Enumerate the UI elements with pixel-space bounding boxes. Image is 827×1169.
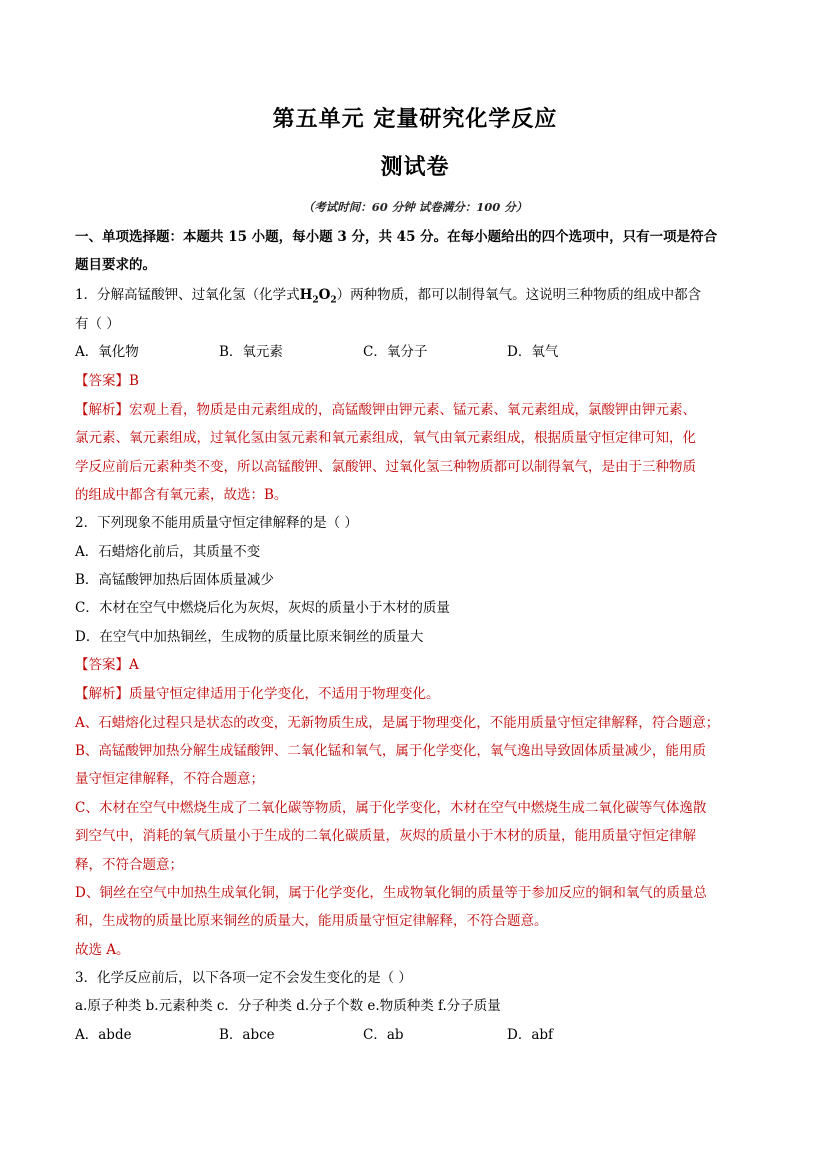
q2-stem: 2．下列现象不能用质量守恒定律解释的是（ ） — [75, 515, 358, 531]
q3-option-c: C．ab — [363, 1027, 404, 1043]
q1-analysis-line4: 的组成中都含有氧元素，故选：B。 — [75, 487, 288, 503]
q1-options — [75, 342, 755, 362]
q2-analysis-line8: D、铜丝在空气中加热生成氧化铜，属于化学变化，生成物氧化铜的质量等于参加反应的铜和氧气的质量总 — [75, 885, 707, 901]
formula-o: O — [318, 287, 331, 303]
doc-subtitle: 测试卷 — [380, 155, 450, 180]
q2-analysis-line1: 【解析】质量守恒定律适用于化学变化，不适用于物理变化。 — [75, 686, 440, 702]
q2-analysis-line3: B、高锰酸钾加热分解生成锰酸钾、二氧化锰和氧气，属于化学变化，氧气逸出导致固体质量减少，能用质 — [75, 743, 706, 759]
q1-stem-line1 — [75, 285, 701, 311]
q3-stem: 3．化学反应前后，以下各项一定不会发生变化的是（ ） — [75, 970, 412, 986]
q1-option-c: C．氧分子 — [363, 344, 428, 360]
q3-option-d: D．abf — [507, 1027, 554, 1043]
formula-sub-2: 2 — [330, 295, 337, 306]
q1-option-d: D．氧气 — [507, 344, 559, 360]
q3-items: a.原子种类 b.元素种类 c．分子种类 d.分子个数 e.物质种类 f.分子质量 — [75, 998, 501, 1014]
q2-option-c: C．木材在空气中燃烧后化为灰烬，灰烬的质量小于木材的质量 — [75, 600, 450, 616]
q2-analysis-line7: 释，不符合题意； — [75, 857, 183, 873]
q1-stem-a: 1．分解高锰酸钾、过氧化氢（化学式 — [75, 287, 300, 303]
q3-option-a: A．abde — [75, 1027, 132, 1043]
q1-answer: 【答案】B — [75, 373, 139, 389]
q2-option-b: B．高锰酸钾加热后固体质量减少 — [75, 572, 274, 588]
q2-analysis-line5: C、木材在空气中燃烧生成了二氧化碳等物质，属于化学变化，木材在空气中燃烧生成二氧化碳等气体逸散 — [75, 800, 707, 816]
q1-option-a: A．氧化物 — [75, 344, 139, 360]
h2o2-formula — [299, 287, 337, 306]
q1-analysis-line3: 学反应前后元素种类不变，所以高锰酸钾、氯酸钾、过氧化氢三种物质都可以制得氧气，是由于三种物质 — [75, 459, 696, 475]
q1-analysis-line1: 【解析】宏观上看，物质是由元素组成的，高锰酸钾由钾元素、锰元素、氧元素组成，氯酸钾由钾元素、 — [75, 402, 696, 418]
section-heading-line2: 题目要求的。 — [75, 257, 156, 273]
q3-options — [75, 1025, 755, 1045]
q2-option-a: A．石蜡熔化前后，其质量不变 — [75, 544, 261, 560]
q2-analysis-line10: 故选 A。 — [75, 942, 130, 958]
q2-analysis-line2: A、石蜡熔化过程只是状态的改变，无新物质生成，是属于物理变化，不能用质量守恒定律解释，符合题意； — [75, 715, 720, 731]
doc-title: 第五单元 定量研究化学反应 — [272, 107, 558, 132]
exam-info: （考试时间：60 分钟 试卷满分：100 分） — [302, 200, 528, 214]
q1-stem-line2: 有（ ） — [75, 316, 120, 332]
section-heading-line1: 一、单项选择题：本题共 15 小题，每小题 3 分，共 45 分。在每小题给出的四个选项中，只有一项是符合 — [75, 229, 718, 245]
formula-sub-1: 2 — [312, 295, 319, 306]
q1-option-b: B．氧元素 — [219, 344, 283, 360]
q1-stem-b: ）两种物质，都可以制得氧气。这说明三种物质的组成中都含 — [336, 287, 702, 303]
formula-h: H — [299, 287, 313, 303]
q2-analysis-line6: 到空气中，消耗的氧气质量小于生成的二氧化碳质量，灰烬的质量小于木材的质量，能用质量守恒定律解 — [75, 828, 696, 844]
q2-analysis-line9: 和，生成物的质量比原来铜丝的质量大，能用质量守恒定律解释，不符合题意。 — [75, 913, 548, 929]
q2-analysis-line4: 量守恒定律解释，不符合题意； — [75, 771, 264, 787]
q3-option-b: B．abce — [219, 1027, 275, 1043]
q2-option-d: D．在空气中加热铜丝，生成物的质量比原来铜丝的质量大 — [75, 629, 424, 645]
q1-analysis-line2: 氯元素、氧元素组成，过氧化氢由氢元素和氧元素组成，氧气由氧元素组成，根据质量守恒定律可知，化 — [75, 430, 696, 446]
q2-answer: 【答案】A — [75, 657, 139, 673]
